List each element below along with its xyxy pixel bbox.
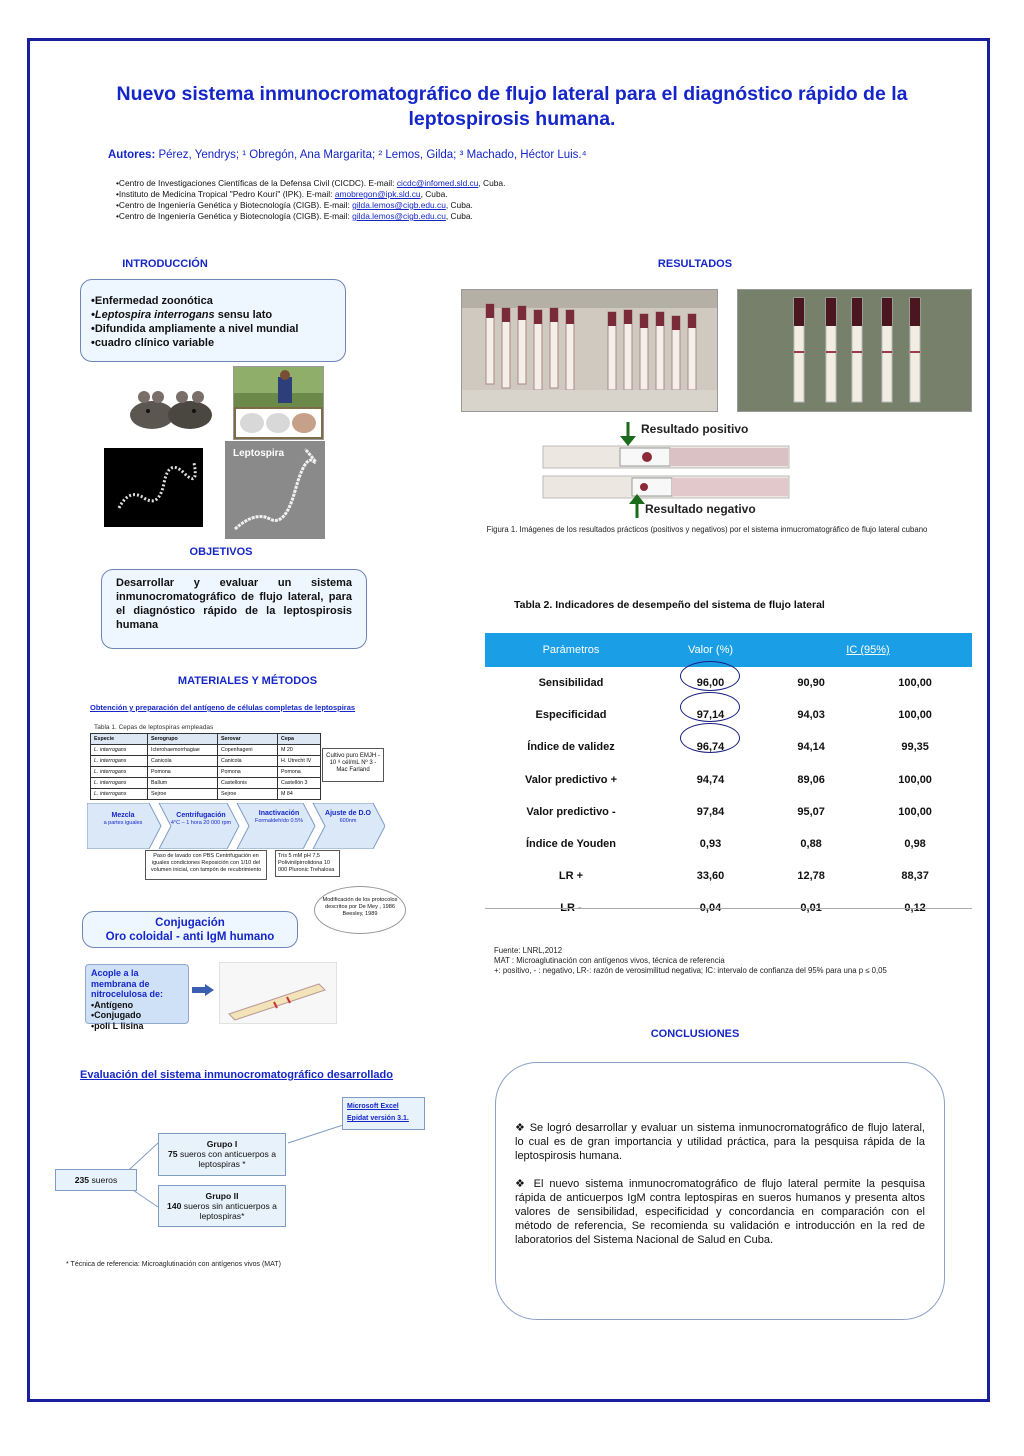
objetivos-heading: OBJETIVOS — [189, 546, 253, 558]
objetivos-box: Desarrollar y evaluar un sistema inmunocromatográfico de flujo lateral, para el diagnóstico rápido de la leptospirosis humana — [101, 569, 367, 649]
protocol-callout: Modificación de los protocolos descritos por De Mey , 1986 Beesley, 1989 — [314, 886, 406, 934]
materiales-subtitle: Obtención y preparación del antígeno de células completas de leptospiras — [90, 703, 356, 712]
highlight-ellipse — [680, 692, 740, 722]
table-row: LR + 33,60 12,78 88,37 — [558, 870, 929, 883]
membrane-item: •poli L lisina — [91, 1020, 144, 1031]
table-row: LR - 0,04 0,01 0,12 — [560, 902, 926, 915]
affiliation-item: •Centro de Ingeniería Genética y Biotecnología (CIGB). E-mail: gilda.lemos@cigb.edu.cu, Cuba. — [116, 211, 473, 221]
negative-label: Resultado negativo — [645, 502, 756, 516]
flow-step-centrifugacion: Centrifugación 4°C – 1 hora 20 000 rpm — [170, 812, 232, 826]
membrane-item: •Antígeno — [91, 999, 134, 1010]
materiales-heading: MATERIALES Y MÉTODOS — [177, 675, 318, 687]
flood-photo — [233, 366, 324, 440]
highlight-ellipse — [680, 723, 740, 753]
highlight-ellipse — [680, 661, 740, 691]
wash-box: Paso de lavado con PBS Centrifugación en iguales condiciones Reposición con 1/10 del volumen inicial, con tampón de recubrimiento — [145, 850, 267, 880]
table-header-row: Especie Serogrupo Serovar Cepa — [91, 734, 321, 745]
intro-item: •cuadro clínico variable — [91, 337, 215, 349]
strips-photo-1 — [461, 289, 718, 412]
evaluacion-heading: Evaluación del sistema inmunocromatográfico desarrollado — [80, 1069, 393, 1081]
email-link[interactable]: gilda.lemos@cigb.edu.cu — [352, 200, 446, 210]
affiliation-item: •Centro de Ingeniería Genética y Biotecnología (CIGB). E-mail: gilda.lemos@cigb.edu.cu, Cuba. — [116, 200, 473, 210]
strains-table-caption: Tabla 1. Cepas de leptospiras empleadas — [94, 724, 214, 731]
resultados-heading: RESULTADOS — [657, 258, 733, 270]
poster-title: Nuevo sistema inmunocromatográfico de flujo lateral para el diagnóstico rápido de la leptospirosis humana. — [116, 83, 908, 130]
table-row: L. interrogans Icterohaemorrhagiae Copenhageni M 20 — [91, 745, 321, 756]
figure-caption: Figura 1. Imágenes de los resultados prácticos (positivos y negativos) por el sistema inmucromatográfico de flujo lateral cubano — [486, 525, 928, 534]
group-1-box: Grupo I 75 sueros con anticuerpos a leptospiras * — [158, 1133, 286, 1176]
table-row: Sensibilidad 96,00 90,90 100,00 — [538, 677, 932, 690]
table-row: L. interrogans Sejroe Sejroe M 84 — [91, 789, 321, 800]
table-row: L. interrogans Canicola Canicola H. Utrecht IV — [91, 756, 321, 767]
table-row: Índice de Youden 0,93 0,88 0,98 — [525, 838, 926, 851]
total-sera-box: 235 sueros — [55, 1169, 137, 1191]
intro-box — [80, 279, 346, 362]
table-source-notes: Fuente: LNRL,2012 MAT : Microaglutinación con antígenos vivos, técnica de referencia +: positivo, - : negativo, LR-: razón de verosimilitud negativa; IC: intervalo de confianza del 95% para una p ≤ 0,05 — [494, 946, 887, 975]
flow-step-ajuste: Ajuste de D.O 600nm — [325, 810, 371, 824]
group-2-box: Grupo II 140 sueros sin anticuerpos a leptospiras* — [158, 1185, 286, 1227]
table-bottom-rule — [485, 908, 972, 909]
intro-heading: INTRODUCCIÓN — [122, 258, 208, 270]
conjugacion-sub: Oro coloidal - anti IgM humano — [105, 931, 275, 943]
flow-step-mezcla: Mezcla a partes iguales — [103, 812, 143, 826]
intro-item: •Difundida ampliamente a nivel mundial — [91, 323, 299, 335]
leptospira-dark-photo — [104, 448, 203, 527]
strip-diagram — [219, 962, 337, 1024]
positive-label: Resultado positivo — [641, 422, 749, 436]
affiliation-item: •Instituto de Medicina Tropical "Pedro Kourí" (IPK). E-mail: amobregon@ipk.sld.cu, Cuba. — [116, 189, 448, 199]
affiliations — [116, 178, 505, 222]
rats-photo — [122, 381, 218, 437]
affiliation-item: •Centro de Investigaciones Científicas de la Defensa Civil (CICDC). E-mail: cicdc@infomed.sld.cu, Cuba. — [116, 178, 506, 188]
strips-photo-2 — [737, 289, 972, 412]
conclusiones-heading: CONCLUSIONES — [650, 1028, 740, 1040]
conclusiones-text — [515, 1121, 925, 1261]
membrane-title: Acople a la membrana de nitrocelulosa de: — [91, 968, 164, 999]
table2-title: Tabla 2. Indicadores de desempeño del sistema de flujo lateral — [514, 599, 825, 611]
evaluation-footnote: * Técnica de referencia: Microaglutinación con antígenos vivos (MAT) — [66, 1261, 281, 1268]
email-link[interactable]: amobregon@ipk.sld.cu — [334, 189, 421, 199]
conjugacion-box — [82, 911, 298, 948]
table-row: Índice de validez 96,74 94,14 99,35 — [527, 741, 929, 754]
conclusion-paragraph: ❖ Se logró desarrollar y evaluar un sistema inmunocromatográfico de flujo lateral, lo cual es de gran importancia y utilidad práctica, para la pesquisa rápida de la leptospirosis humana. — [515, 1122, 925, 1162]
strains-table — [90, 733, 321, 800]
software-box: Microsoft Excel Epidat versión 3.1. — [342, 1097, 425, 1130]
intro-item: •Enfermedad zoonótica — [91, 295, 213, 307]
table-header-row: Parámetros Valor (%) IC (95%) — [485, 633, 972, 667]
authors-names: Pérez, Yendrys; ¹ Obregón, Ana Margarita; ² Lemos, Gilda; ³ Machado, Héctor Luis.⁴ — [158, 149, 587, 161]
authors-label: Autores: — [108, 149, 156, 161]
membrane-item: •Conjugado — [91, 1010, 142, 1020]
culture-box: Cultivo puro EMJH - 10 ⁸ cél/mL Nº 3 - Mac Farland — [322, 748, 384, 782]
authors-line — [108, 149, 587, 161]
membrane-box — [85, 964, 189, 1031]
email-link[interactable]: gilda.lemos@cigb.edu.cu — [352, 211, 446, 221]
conjugacion-title: Conjugación — [155, 917, 225, 929]
email-link[interactable]: cicdc@infomed.sld.cu — [396, 178, 479, 188]
flow-step-inactivacion: Inactivación Formaldehído 0.5% — [255, 810, 303, 824]
table-row: L. interrogans Pomona Pomona Pomona — [91, 767, 321, 778]
buffer-box: Tris 5 mM pH 7,5 Polivinilpirrolidona 10 000 Pluronic Trehalosa — [275, 850, 340, 877]
table-row: Valor predictivo - 97,84 95,07 100,00 — [526, 805, 932, 818]
leptospira-photo-label: Leptospira — [233, 448, 285, 459]
table-row: Valor predictivo + 94,74 89,06 100,00 — [524, 773, 932, 786]
conclusion-paragraph: ❖ El nuevo sistema inmunocromatográfico de flujo lateral permite la pesquisa rápida de anticuerpos IgM contra leptospiras en sueros humanos y presenta altos valores de sensibilidad, especificidad y concordancia en comparación con el método de referencia, Se recomienda su validación e introducción en la red de laboratorios del Sistema Nacional de Salud en Cuba. — [515, 1178, 925, 1246]
table-row: Especificidad 97,14 94,03 100,00 — [535, 709, 932, 722]
table-row: L. interrogans Ballum Castellonis Castellón 3 — [91, 778, 321, 789]
intro-item: •Leptospira interrogans sensu lato — [91, 309, 273, 321]
right-arrow-icon — [192, 984, 214, 996]
